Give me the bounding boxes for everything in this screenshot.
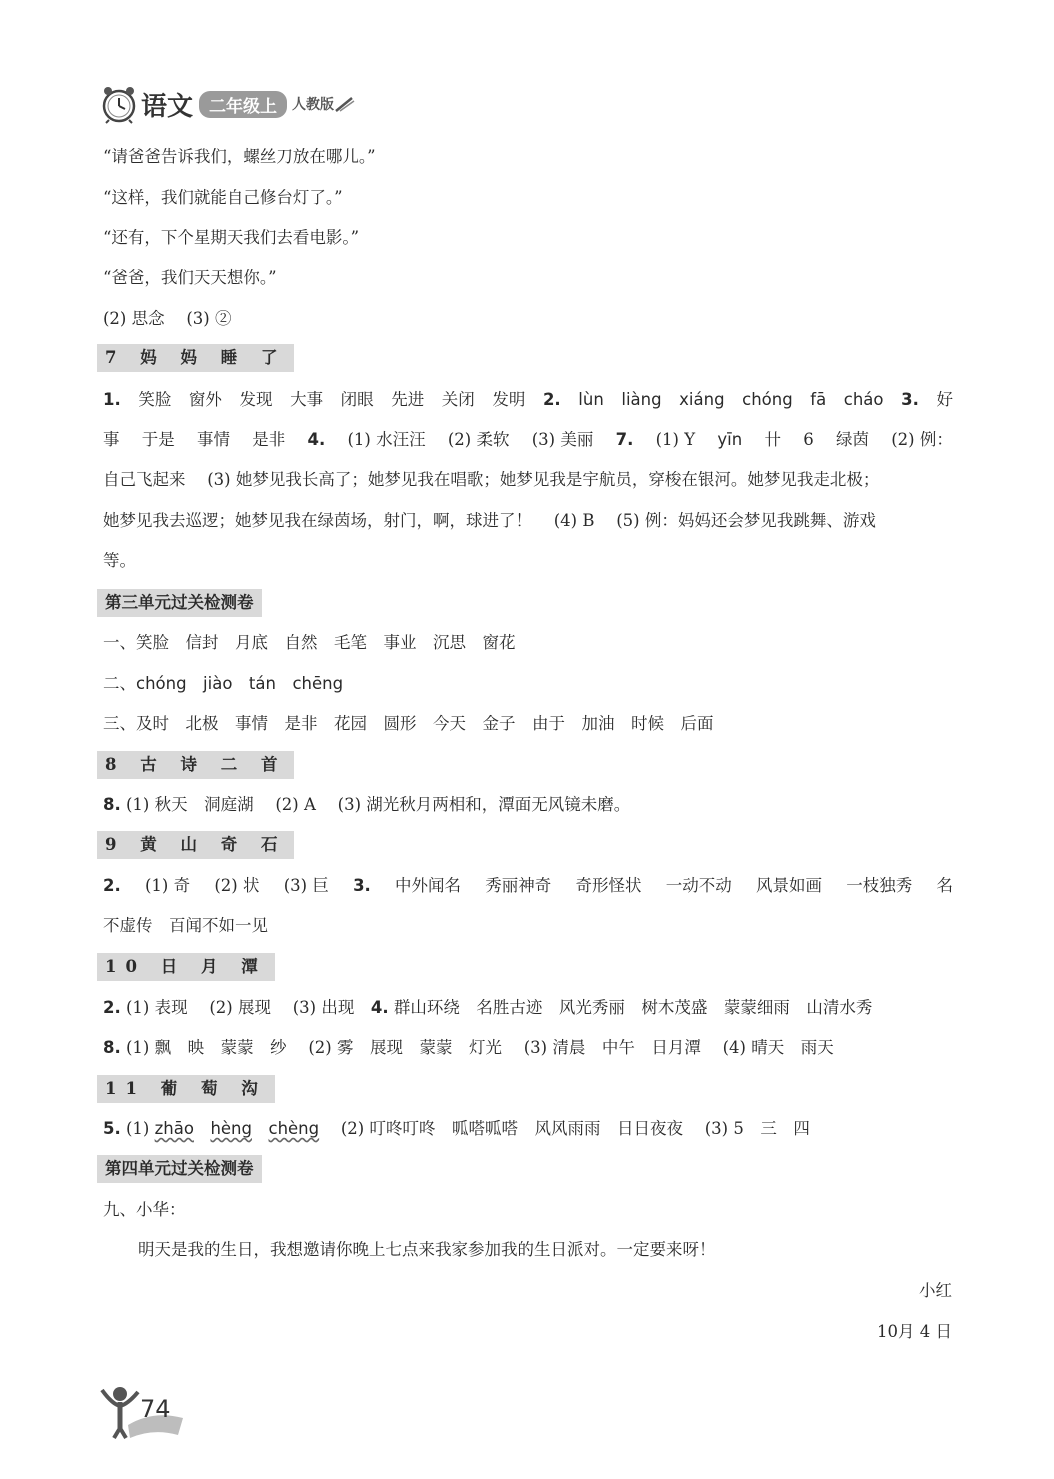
question-number: 2.	[103, 998, 121, 1017]
answer-word: 窗外	[188, 390, 222, 409]
answer-text: (1) 飘 映 蒙蒙 纱 (2) 雾 展现 蒙蒙 灯光 (3) 清晨 中午 日月潭 (4) 晴天 雨天	[120, 1038, 834, 1057]
answer-word: 奇形怪状	[575, 876, 642, 895]
section-heading: 7 妈 妈 睡 了	[97, 344, 294, 372]
pencil-icon	[334, 95, 356, 113]
pinyin: zhāo	[154, 1119, 194, 1138]
page-header	[101, 84, 356, 124]
answer-word: 风景如画	[755, 876, 822, 895]
answer-text: (1) 表现 (2) 展现 (3) 出现	[120, 998, 371, 1017]
page-number: 74	[140, 1395, 171, 1423]
section-heading: 9 黄 山 奇 石	[97, 831, 294, 859]
text-line: “还有，下个星期天我们去看电影。”	[103, 228, 360, 247]
section-heading: 第三单元过关检测卷	[97, 589, 262, 617]
subject-title: 语文	[141, 91, 194, 122]
answer-word: (2) 柔软	[447, 430, 510, 449]
answer-word: (1) 奇	[144, 876, 191, 895]
question-number: 3.	[353, 876, 371, 895]
answer-word: 事情	[197, 430, 230, 449]
answer-row	[103, 997, 872, 1019]
question-number: 2.	[103, 876, 121, 895]
answer-word: 一动不动	[665, 876, 732, 895]
answer-word: (1) 水汪汪	[347, 430, 426, 449]
alarm-clock-icon	[101, 84, 137, 124]
answer-word: 于是	[141, 430, 175, 449]
question-number: 5.	[103, 1119, 121, 1138]
edition-label: 人教版	[292, 97, 335, 113]
text-line: 自己飞起来 (3) 她梦见我长高了；她梦见我在唱歌；她梦见我是宇航员，穿梭在银河。她梦见我走北极；	[103, 470, 880, 489]
question-number: 1.	[103, 390, 121, 409]
pinyin: xiáng	[679, 390, 725, 409]
text-line: 二、chóng jiào tán chēng	[103, 674, 344, 693]
answer-row	[103, 389, 953, 411]
question-number: 3.	[901, 390, 919, 409]
answer-word: 发明	[492, 390, 526, 409]
text-line: (2) 思念 (3) ②	[103, 309, 232, 328]
answer-word: 笑脸	[138, 390, 172, 409]
pinyin: yīn	[717, 430, 743, 449]
question-number: 7.	[615, 430, 634, 449]
text-line: “请爸爸告诉我们，螺丝刀放在哪儿。”	[103, 147, 376, 166]
answer-text: (1) 秋天 洞庭湖 (2) A (3) 湖光秋月两相和，潭面无风镜未磨。	[120, 795, 631, 814]
answer-word: (3) 美丽	[531, 430, 594, 449]
grade-badge: 二年级上	[199, 91, 287, 118]
text-line: 九、小华：	[103, 1200, 186, 1219]
pinyin: lùn	[578, 390, 604, 409]
pinyin: liàng	[621, 390, 662, 409]
section-heading: 第四单元过关检测卷	[97, 1155, 262, 1183]
answer-text: (2) 叮咚叮咚 呱嗒呱嗒 风风雨雨 日日夜夜 (3) 5 三 四	[319, 1119, 810, 1138]
answer-word: (3) 巨	[283, 876, 329, 895]
answer-word: (1) Y	[655, 430, 696, 449]
answer-word: 6	[803, 430, 814, 449]
text-line: 三、及时 北极 事情 是非 花园 圆形 今天 金子 由于 加油 时候 后面	[103, 714, 714, 733]
answer-text: 群山环绕 名胜古迹 风光秀丽 树木茂盛 蒙蒙细雨 山清水秀	[388, 998, 873, 1017]
text-line: 她梦见我去巡逻；她梦见我在绿茵场，射门，啊，球进了！ (4) B (5) 例：妈妈还会梦见我跳舞、游戏	[103, 511, 876, 530]
section-heading: 11 葡 萄 沟	[97, 1075, 275, 1103]
answer-word: 一枝独秀	[846, 876, 913, 895]
answer-row	[103, 794, 630, 816]
answer-row	[103, 429, 953, 451]
answer-row	[103, 875, 953, 897]
answer-word: 绿茵	[835, 430, 869, 449]
answer-word: 事	[103, 430, 120, 449]
question-number: 2.	[542, 390, 561, 409]
section-heading: 8 古 诗 二 首	[97, 751, 294, 779]
signature: 小红	[919, 1281, 952, 1300]
answer-word: 发现	[239, 390, 273, 409]
text-line: 一、笑脸 信封 月底 自然 毛笔 事业 沉思 窗花	[103, 633, 516, 652]
pinyin: fā	[810, 390, 827, 409]
pinyin: chèng	[268, 1119, 320, 1138]
answer-word: 闭眼	[340, 390, 374, 409]
answer-word: 秀丽神奇	[485, 876, 552, 895]
pinyin: hèng	[210, 1119, 252, 1138]
section-heading: 10 日 月 潭	[97, 953, 275, 981]
answer-word: 好	[936, 390, 953, 409]
answer-word: 大事	[290, 390, 324, 409]
answer-row	[103, 1037, 834, 1059]
answer-word: (2) 状	[214, 876, 260, 895]
answer-row	[103, 1118, 810, 1140]
answer-word: 是非	[252, 430, 286, 449]
answer-text: (1)	[120, 1119, 155, 1138]
answer-word: (2) 例：	[891, 430, 953, 449]
date: 10月 4 日	[877, 1322, 952, 1341]
text-line: “爸爸，我们天天想你。”	[103, 268, 277, 287]
question-number: 4.	[370, 998, 389, 1017]
text-line: 不虚传 百闻不如一见	[103, 916, 268, 935]
answer-word: 卄	[764, 430, 781, 449]
text-line: 等。	[103, 551, 136, 570]
question-number: 4.	[307, 430, 326, 449]
answer-word: 关闭	[441, 390, 475, 409]
text-line: 明天是我的生日，我想邀请你晚上七点来我家参加我的生日派对。一定要来呀！	[138, 1240, 716, 1259]
pinyin: cháo	[843, 390, 884, 409]
answer-word: 中外闻名	[395, 876, 462, 895]
question-number: 8.	[103, 795, 121, 814]
text-line: “这样，我们就能自己修台灯了。”	[103, 188, 343, 207]
pinyin: chóng	[742, 390, 793, 409]
answer-word: 先进	[391, 390, 425, 409]
answer-word: 名	[936, 876, 953, 895]
question-number: 8.	[103, 1038, 121, 1057]
